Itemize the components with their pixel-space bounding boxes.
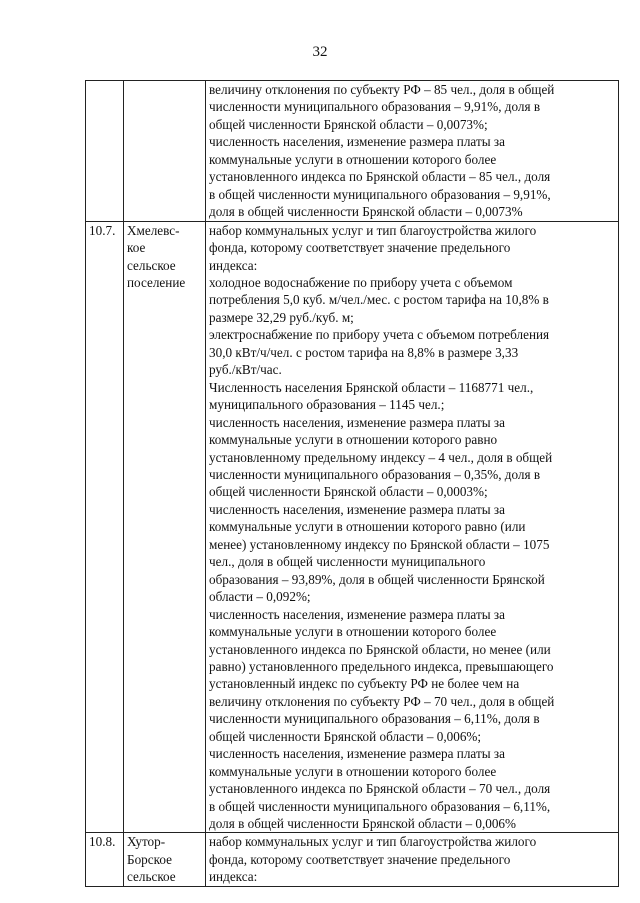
settlement-name (124, 833, 206, 886)
description-line: численность населения, изменение размера платы за (209, 134, 505, 150)
description-line: фонда, которому соответствует значение предельного (209, 240, 511, 256)
description-line: коммунальные услуги в отношении которого более (209, 624, 497, 640)
description-line: холодное водоснабжение по прибору учета с объемом (209, 274, 513, 290)
description-line: в общей численности муниципального образования – 6,11%, (209, 798, 551, 814)
description-line: муниципального образования – 1145 чел.; (209, 397, 445, 413)
description-line: численности муниципального образования – 6,11%, доля в (209, 711, 540, 727)
description-line: численности муниципального образования – 9,91%, доля в (209, 99, 541, 115)
settlement-table (85, 80, 619, 887)
description-line: Численность населения Брянской области – 1168771 чел., (209, 379, 534, 395)
table-row (86, 81, 619, 222)
description-line: численности муниципального образования – 0,35%, доля в (209, 466, 541, 482)
description-line: чел., доля в общей численности муниципального (209, 554, 486, 570)
settlement-name-line: сельское (127, 257, 176, 273)
description-line: численность населения, изменение размера платы за (209, 414, 505, 430)
description-line: руб./кВт/час. (209, 362, 282, 378)
description-line: установленному предельному индексу – 4 чел., доля в общей (209, 449, 553, 465)
description-cell (206, 81, 619, 222)
description-line: в общей численности муниципального образования – 9,91%, (209, 186, 551, 202)
description-line: численность населения, изменение размера платы за (209, 606, 505, 622)
description-line: электроснабжение по прибору учета с объемом потребления (209, 327, 550, 343)
description-line: менее) установленному индексу по Брянской области – 1075 (209, 536, 550, 552)
description-line: коммунальные услуги в отношении которого равно (или (209, 519, 526, 535)
description-line: установленный индекс по субъекту РФ не более чем на (209, 676, 520, 692)
description-line: индекса: (209, 257, 258, 273)
description-line: образования – 93,89%, доля в общей численности Брянской (209, 571, 545, 587)
page-number: 32 (312, 44, 328, 60)
description-line: численность населения, изменение размера платы за (209, 501, 505, 517)
table-row (86, 221, 619, 833)
description-line: индекса: (209, 869, 258, 885)
description-line: величину отклонения по субъекту РФ – 85 чел., доля в общей (209, 82, 555, 97)
description-line: размере 32,29 руб./куб. м; (209, 309, 354, 325)
description-line: величину отклонения по субъекту РФ – 70 чел., доля в общей (209, 693, 555, 709)
description-line: общей численности Брянской области – 0,0073%; (209, 116, 488, 132)
description-line: 30,0 кВт/ч/чел. с ростом тарифа на 8,8% в размере 3,33 (209, 344, 519, 360)
settlement-name-line: Хутор- (127, 834, 166, 850)
settlement-name-line: сельское (127, 869, 176, 885)
description-line: доля в общей численности Брянской области – 0,0073% (209, 204, 523, 220)
table-body (86, 81, 619, 887)
description-line: доля в общей численности Брянской области – 0,006% (209, 816, 517, 832)
settlement-name-line: Борское (127, 851, 172, 867)
description-line: коммунальные услуги в отношении которого более (209, 763, 497, 779)
description-line: численность населения, изменение размера платы за (209, 746, 505, 762)
row-number: 10.7. (86, 221, 124, 833)
description-line: общей численности Брянской области – 0,0003%; (209, 484, 488, 500)
settlement-name-line: кое (127, 240, 146, 256)
settlement-name-line: Хмелевс- (127, 222, 180, 238)
description-line: равно) установленного предельного индекса, превышающего (209, 658, 554, 674)
row-number (86, 81, 124, 222)
settlement-name (124, 81, 206, 222)
description-line: набор коммунальных услуг и тип благоустройства жилого (209, 222, 537, 238)
description-line: фонда, которому соответствует значение предельного (209, 851, 511, 867)
description-cell (206, 833, 619, 886)
description-line: общей численности Брянской области – 0,006%; (209, 728, 482, 744)
description-line: установленного индекса по Брянской области – 70 чел., доля (209, 781, 551, 797)
description-line: области – 0,092%; (209, 589, 311, 605)
settlement-name (124, 221, 206, 833)
row-number: 10.8. (86, 833, 124, 886)
description-cell (206, 221, 619, 833)
description-line: коммунальные услуги в отношении которого более (209, 151, 497, 167)
settlement-name-line: поселение (127, 274, 186, 290)
description-line: установленного индекса по Брянской области – 85 чел., доля (209, 169, 551, 185)
description-line: установленного индекса по Брянской области, но менее (или (209, 641, 551, 657)
description-line: набор коммунальных услуг и тип благоустройства жилого (209, 834, 537, 850)
table-row (86, 833, 619, 886)
description-line: коммунальные услуги в отношении которого равно (209, 432, 498, 448)
description-line: потребления 5,0 куб. м/чел./мес. с ростом тарифа на 10,8% в (209, 292, 549, 308)
